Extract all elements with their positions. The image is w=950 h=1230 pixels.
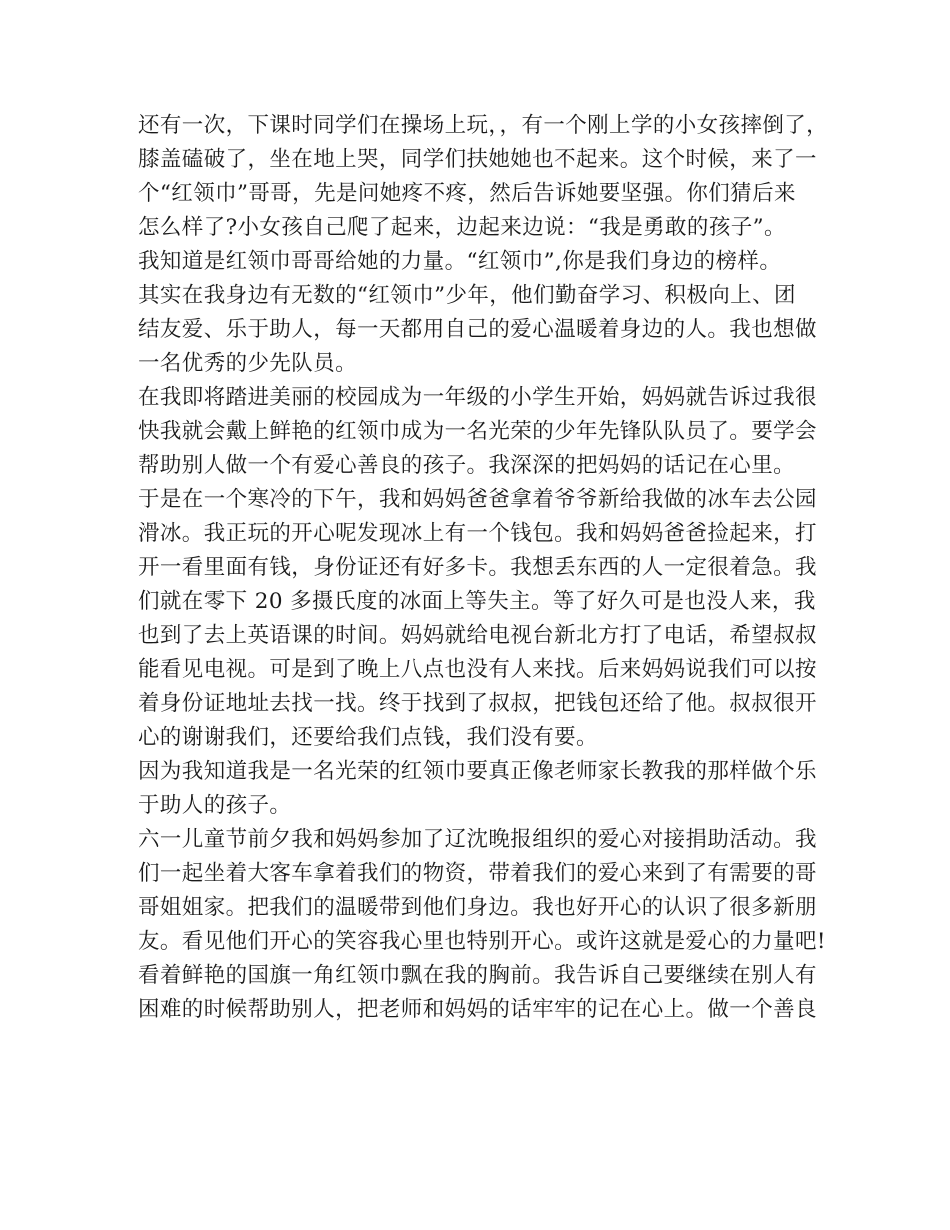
text-line: 膝盖磕破了，坐在地上哭，同学们扶她她也不起来。这个时候，来了一 [138,147,817,172]
text-line: 友。看见他们开心的笑容我心里也特别开心。或许这就是爱心的力量吧! [138,929,826,954]
text-line: 六一儿童节前夕我和妈妈参加了辽沈晚报组织的爱心对接捐助活动。我 [138,827,817,852]
text-line: 帮助别人做一个有爱心善良的孩子。我深深的把妈妈的话记在心里。 [138,453,796,478]
text-line: 因为我知道我是一名光荣的红领巾要真正像老师家长教我的那样做个乐 [138,759,817,784]
text-line: 们一起坐着大客车拿着我们的物资，带着我们的爱心来到了有需要的哥 [138,861,817,886]
text-line: 我知道是红领巾哥哥给她的力量。“红领巾”,你是我们身边的榜样。 [138,249,782,274]
text-line: 着身份证地址去找一找。终于找到了叔叔，把钱包还给了他。叔叔很开 [138,691,817,716]
text-line: 怎么样了?小女孩自己爬了起来，边起来边说：“我是勇敢的孩子”。 [138,215,786,240]
text-line: 哥姐姐家。把我们的温暖带到他们身边。我也好开心的认识了很多新朋 [138,895,817,920]
text-line: 于是在一个寒冷的下午，我和妈妈爸爸拿着爷爷新给我做的冰车去公园 [138,487,817,512]
text-line: 看着鲜艳的国旗一角红领巾飘在我的胸前。我告诉自己要继续在别人有 [138,963,817,988]
text-line: 于助人的孩子。 [138,793,292,818]
text-line: 在我即将踏进美丽的校园成为一年级的小学生开始，妈妈就告诉过我很 [138,385,817,410]
text-line: 们就在零下 20 多摄氏度的冰面上等失主。等了好久可是也没人来，我 [138,589,816,614]
text-line: 结友爱、乐于助人，每一天都用自己的爱心温暖着身边的人。我也想做 [138,317,817,342]
text-line: 还有一次，下课时同学们在操场上玩，，有一个刚上学的小女孩摔倒了， [138,113,829,138]
text-line: 滑冰。我正玩的开心呢发现冰上有一个钱包。我和妈妈爸爸捡起来，打 [138,521,817,546]
text-line: 能看见电视。可是到了晚上八点也没有人来找。后来妈妈说我们可以按 [138,657,817,682]
text-line: 一名优秀的少先队员。 [138,351,358,376]
text-line: 困难的时候帮助别人，把老师和妈妈的话牢牢的记在心上。做一个善良 [138,997,817,1022]
text-line: 也到了去上英语课的时间。妈妈就给电视台新北方打了电话，希望叔叔 [138,623,817,648]
text-line: 快我就会戴上鲜艳的红领巾成为一名光荣的少年先锋队队员了。要学会 [138,419,817,444]
text-line: 开一看里面有钱，身份证还有好多卡。我想丢东西的人一定很着急。我 [138,555,817,580]
text-line: 心的谢谢我们，还要给我们点钱，我们没有要。 [138,725,598,750]
text-line: 其实在我身边有无数的“红领巾”少年，他们勤奋学习、积极向上、团 [138,283,796,308]
document-body [138,109,828,1027]
text-line: 个“红领巾”哥哥，先是问她疼不疼，然后告诉她要坚强。你们猜后来 [138,181,796,206]
